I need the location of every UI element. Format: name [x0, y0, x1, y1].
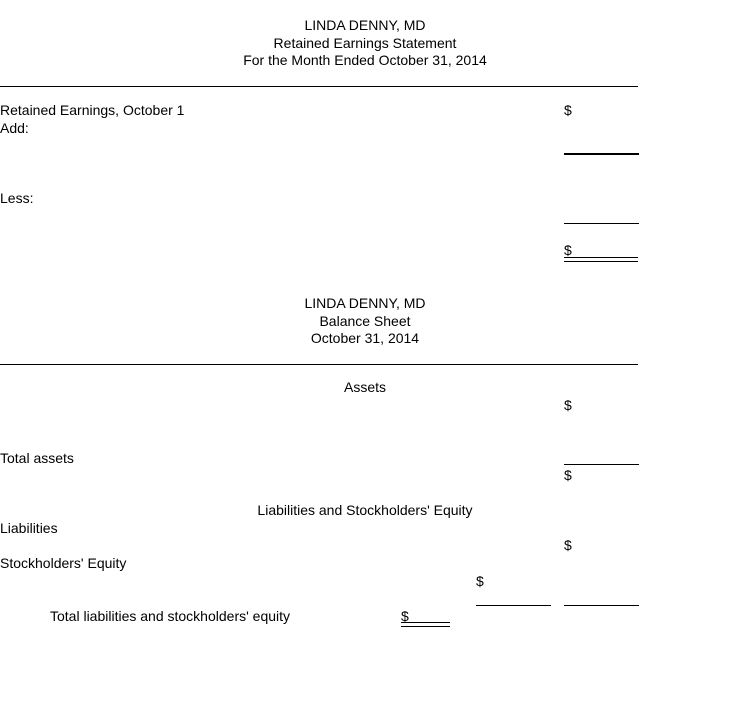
balance-sheet-header — [0, 295, 730, 348]
ending-dollar-sign: $ — [564, 242, 572, 258]
beginning-retained-earnings-label: Retained Earnings, October 1 — [0, 102, 185, 118]
liabilities-equity-section-title: Liabilities and Stockholders' Equity — [257, 502, 473, 518]
less-subtotal-underline — [564, 223, 639, 224]
equity-subtotal-underline — [476, 605, 551, 606]
liabilities-dollar-sign: $ — [564, 537, 572, 553]
total-liabilities-equity-label: Total liabilities and stockholders' equity — [50, 608, 291, 624]
add-label: Add: — [0, 120, 29, 136]
stockholders-equity-dollar-sign: $ — [476, 573, 484, 589]
less-label: Less: — [0, 190, 34, 206]
header-rule — [0, 86, 638, 87]
assets-section-title: Assets — [343, 379, 386, 395]
total-assets-underline — [564, 464, 639, 465]
ending-double-underline — [564, 257, 638, 262]
statement-period: For the Month Ended October 31, 2014 — [243, 52, 487, 68]
stockholders-equity-label: Stockholders' Equity — [0, 555, 127, 571]
header-rule — [0, 364, 638, 365]
balance-sheet-title: Balance Sheet — [319, 312, 411, 329]
total-liabilities-equity-dollar-sign: $ — [401, 608, 409, 624]
balance-sheet-date: October 31, 2014 — [310, 330, 420, 346]
beginning-dollar-sign: $ — [564, 102, 572, 118]
assets-dollar-sign: $ — [564, 397, 572, 413]
company-name: LINDA DENNY, MD — [304, 17, 426, 33]
total-assets-dollar-sign: $ — [564, 467, 572, 483]
add-subtotal-underline — [564, 153, 639, 155]
liabilities-label: Liabilities — [0, 520, 58, 536]
liabilities-subtotal-underline — [564, 605, 639, 606]
statement-title: Retained Earnings Statement — [273, 34, 457, 51]
retained-earnings-header — [0, 17, 730, 70]
total-assets-label: Total assets — [0, 450, 74, 466]
company-name: LINDA DENNY, MD — [304, 295, 426, 311]
total-liabilities-equity-double-underline — [401, 622, 450, 627]
